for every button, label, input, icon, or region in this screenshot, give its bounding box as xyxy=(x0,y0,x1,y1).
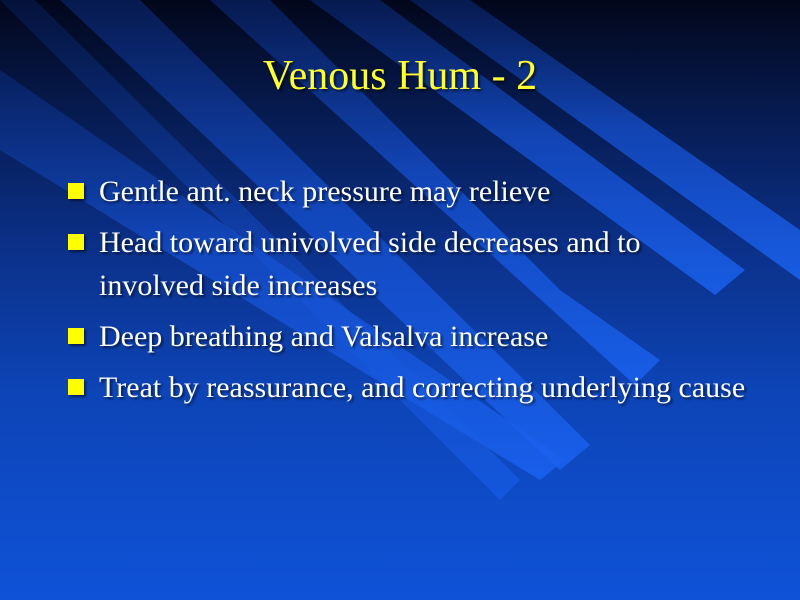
bullet-item xyxy=(68,315,748,358)
bullet-list xyxy=(68,170,748,417)
slide-title: Venous Hum - 2 xyxy=(262,53,538,99)
bullet-item xyxy=(68,221,748,307)
bullet-item xyxy=(68,366,748,409)
bullet-item xyxy=(68,170,748,213)
square-bullet-icon xyxy=(68,379,84,395)
bullet-text: Deep breathing and Valsalva increase xyxy=(99,320,549,353)
bullet-text: Treat by reassurance, and correcting underlying cause xyxy=(99,371,746,404)
bullet-text: Gentle ant. neck pressure may relieve xyxy=(99,175,551,208)
square-bullet-icon xyxy=(68,328,84,344)
square-bullet-icon xyxy=(68,234,84,250)
bullet-text: Head toward univolved side decreases and to involved side increases xyxy=(99,226,641,302)
square-bullet-icon xyxy=(68,183,84,199)
